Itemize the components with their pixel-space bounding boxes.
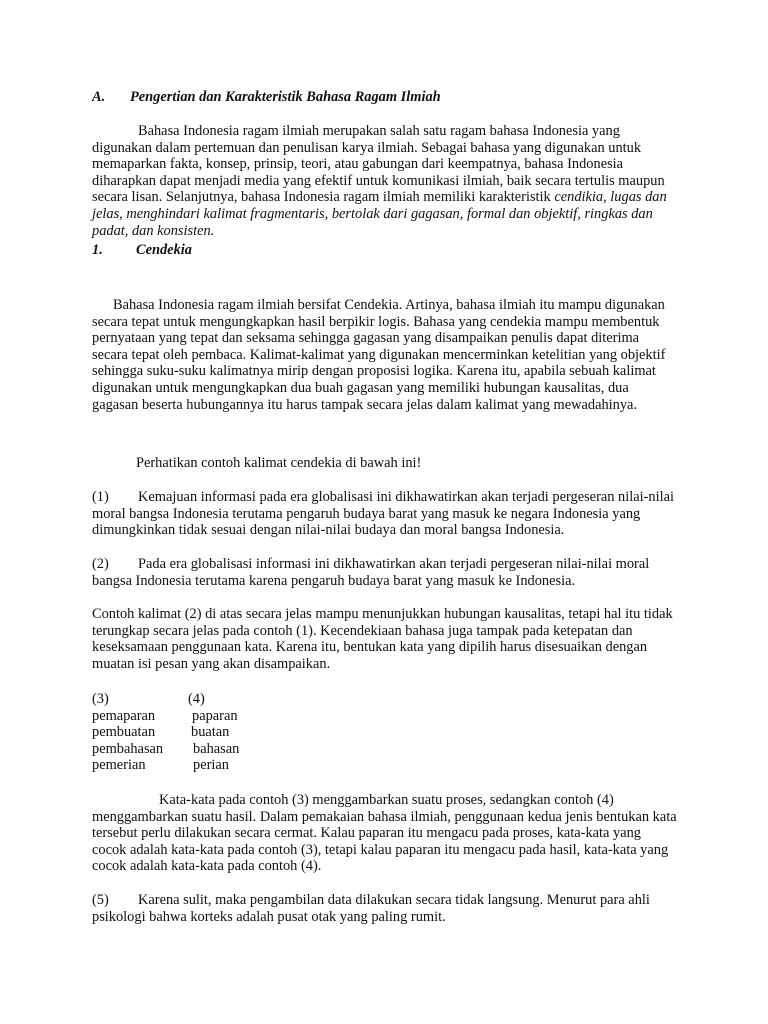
intro-italic-characteristics: cendikia, lugas dan jelas, menghindari kalimat fragmentaris, bertolak dari gagasan, formal dan objektif, ringkas dan padat, dan konsisten. (92, 189, 667, 239)
example-1 (92, 489, 677, 539)
process-word: pembuatan (92, 724, 156, 741)
section-a-heading (92, 89, 441, 106)
process-word: pemaparan (92, 707, 156, 724)
col3-header: (3) (92, 691, 109, 707)
result-word: buatan (191, 724, 230, 741)
intro-text: Bahasa Indonesia ragam ilmiah merupakan salah satu ragam bahasa Indonesia yang digunakan dalam pertemuan dan penulisan karya ilmiah. Sebagai bahasa yang digunakan untuk memaparkan fakta, konsep, prinsip, teori, atau gabungan dari keempatnya, bahasa Indonesia diharapkan dapat menjadi media yang efektif untuk komunikasi ilmiah, baik secara tertulis maupun secara lisan. Selanjutnya, bahasa Indonesia ragam ilmiah memiliki karakteristik (92, 123, 665, 206)
perhatikan-paragraph: Perhatikan contoh kalimat cendekia di bawah ini! (136, 455, 422, 471)
cendekia-paragraph: Bahasa Indonesia ragam ilmiah bersifat Cendekia. Artinya, bahasa ilmiah itu mampu digunakan secara tepat untuk mengungkapkan hasil berpikir logis. Bahasa yang cendekia mampu membentuk pernyataan yang tepat dan seksama sehingga gagasan yang disampaikan penulis dapat diterima secara tepat oleh pembaca. Kalimat-kalimat yang digunakan mencerminkan ketelitian yang objektif sehingga suku-suku kalimatnya mirip dengan proposisi logika. Karena itu, apabila sebuah kalimat digunakan untuk mengungkapkan dua buah gagasan yang memiliki hubungan kausalitas, dua gagasan beserta hubungannya itu harus tampak secara jelas dalam kalimat yang mewadahinya. (92, 297, 666, 413)
section-1-number: 1. (92, 242, 103, 258)
example-1-number: (1) (92, 489, 109, 505)
example-5-number: (5) (92, 892, 109, 908)
example-5-text: Karena sulit, maka pengambilan data dilakukan secara tidak langsung. Menurut para ahli psikologi bahwa korteks adalah pusat otak yang paling rumit. (92, 892, 650, 925)
intro-paragraph (92, 123, 677, 239)
col4-header: (4) (188, 691, 205, 707)
result-word: perian (193, 757, 229, 774)
example-2-text: Pada era globalisasi informasi ini dikhawatirkan akan terjadi pergeseran nilai-nilai moral bangsa Indonesia terutama karena pengaruh budaya barat yang masuk ke Indonesia. (92, 556, 650, 589)
example-2 (92, 556, 677, 589)
section-1-heading (92, 242, 192, 259)
process-word: pembahasan (92, 740, 164, 757)
result-word: paparan (192, 707, 238, 724)
section-a-number: A. (92, 89, 106, 105)
example-5 (92, 892, 677, 925)
example-2-number: (2) (92, 556, 109, 572)
example-1-text: Kemajuan informasi pada era globalisasi ini dikhawatirkan akan terjadi pergeseran nilai-nilai moral bangsa Indonesia terutama pengaruh budaya barat yang masuk ke negara Indonesia yang dimungkinkan tidak sesuai dengan nilai-nilai budaya dan moral bangsa Indonesia. (92, 489, 674, 539)
process-word: pemerian (92, 757, 146, 774)
section-a-title: Pengertian dan Karakteristik Bahasa Ragam Ilmiah (130, 89, 441, 105)
section-1-title: Cendekia (136, 242, 192, 258)
result-word: bahasan (193, 740, 240, 757)
contoh2-paragraph: Contoh kalimat (2) di atas secara jelas mampu menunjukkan hubungan kausalitas, tetapi hal itu tidak terungkap secara jelas pada contoh (1). Kecendekiaan bahasa juga tampak pada ketepatan dan keseksamaan penggunaan kata. Karena itu, bentukan kata yang dipilih harus disesuaikan dengan muatan isi pesan yang akan disampaikan. (92, 606, 673, 672)
katakata-paragraph: Kata-kata pada contoh (3) menggambarkan suatu proses, sedangkan contoh (4) menggambarkan suatu hasil. Dalam pemakaian bahasa ilmiah, penggunaan kedua jenis bentukan kata tersebut perlu dilakukan secara cermat. Kalau paparan itu mengacu pada proses, kata-kata yang cocok adalah kata-kata pada contoh (3), tetapi kalau paparan itu mengacu pada hasil, kata-kata yang cocok adalah kata-kata pada contoh (4). (92, 792, 677, 875)
